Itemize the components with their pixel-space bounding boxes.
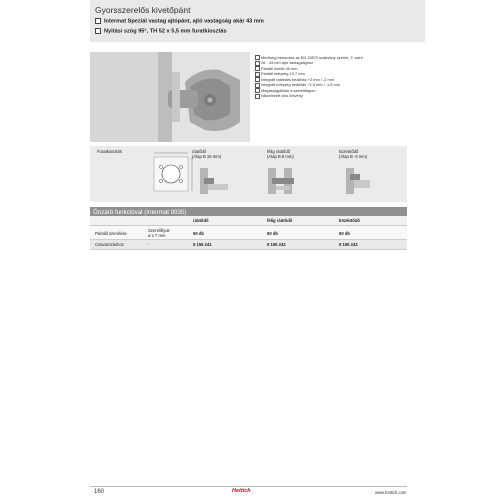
half-overlay-hinge-diagram — [262, 164, 306, 196]
feature-item: 26 - 43 mm ajtó vastagsághoz — [255, 60, 425, 65]
footer-url: www.hettich.com — [375, 490, 407, 495]
hinge-image — [90, 52, 250, 142]
feature-item: Minőségi besorolás az EN 15570 szabvány szerint, 2. szint — [255, 55, 425, 60]
row-sublabel: Szerelőlyuk — [148, 228, 170, 233]
qty-half-overlay: 50 db — [267, 231, 278, 236]
brand-logo: Hettich — [232, 488, 251, 494]
feature-item: Pántáll ömlött 40 mm — [255, 66, 425, 71]
feature-item: Nikkelezett cink öntvény — [255, 93, 425, 98]
row-sublabel: - — [148, 242, 150, 247]
feature-item: Integrált mélység beállítás +2,5 mm / -1,5 mm — [255, 82, 425, 87]
table-title-bar — [90, 207, 407, 216]
col-header-half-overlay: félig ráütődő — [267, 218, 293, 223]
footer-divider — [90, 486, 407, 487]
feature-item: Integrált rásfedés beállítás +2 mm / -2 mm — [255, 77, 425, 82]
feature-item: Pántáll mélység 13.7 mm — [255, 71, 425, 76]
article-number-inset: 9 155 243 — [339, 242, 358, 247]
hinge-photo — [90, 52, 250, 142]
qty-overlay: 50 db — [193, 231, 204, 236]
col-header-overlay: ráütődő — [193, 218, 209, 223]
row-label: Csavarozáshoz — [95, 242, 124, 247]
page-title: Gyorsszerelős kivetőpánt — [95, 5, 191, 15]
row-sublabel-2: ø x 7 mm — [148, 233, 166, 238]
qty-inset: 50 db — [339, 231, 350, 236]
feature-item: Magasságállítás a szerelőlapon — [255, 88, 425, 93]
overlay-hinge-diagram — [194, 164, 234, 196]
page-header — [90, 0, 425, 42]
checkbox-icon — [255, 94, 260, 99]
table-header-row — [90, 216, 407, 225]
col-header-inset: közéütődő — [339, 218, 360, 223]
drilling-col-3: közéütődő (Alap B -3 mm) — [339, 149, 368, 159]
table-row — [90, 239, 407, 250]
inset-hinge-diagram — [340, 164, 380, 196]
row-label: Pántáll szerelése — [95, 231, 127, 236]
drilling-section — [90, 146, 407, 202]
article-number-half-overlay: 9 155 242 — [267, 242, 286, 247]
drilling-col-2: félig ráütődő (Alap B 8 mm) — [267, 149, 294, 159]
header-line-2: Nyitási szög 95°, TH 52 x 5,5 mm furatkiosztás — [95, 28, 227, 34]
article-number-overlay: 9 155 241 — [193, 242, 212, 247]
table-title: Önzáró funkcióval (Intermat 9935) — [93, 208, 187, 216]
page-number: 160 — [94, 489, 105, 495]
table-row — [90, 225, 407, 240]
checkbox-icon — [95, 28, 101, 34]
drilling-diagram — [146, 149, 198, 199]
header-line-1: Intermat Speziál vastag ajtópánt, ajtó vastagság akár 43 mm — [95, 18, 264, 24]
checkbox-icon — [95, 18, 101, 24]
drilling-label: Furatkiosztás — [97, 149, 122, 154]
drilling-col-1: ráütődő (Alap B 18 mm) — [192, 149, 222, 159]
feature-list — [255, 55, 425, 99]
